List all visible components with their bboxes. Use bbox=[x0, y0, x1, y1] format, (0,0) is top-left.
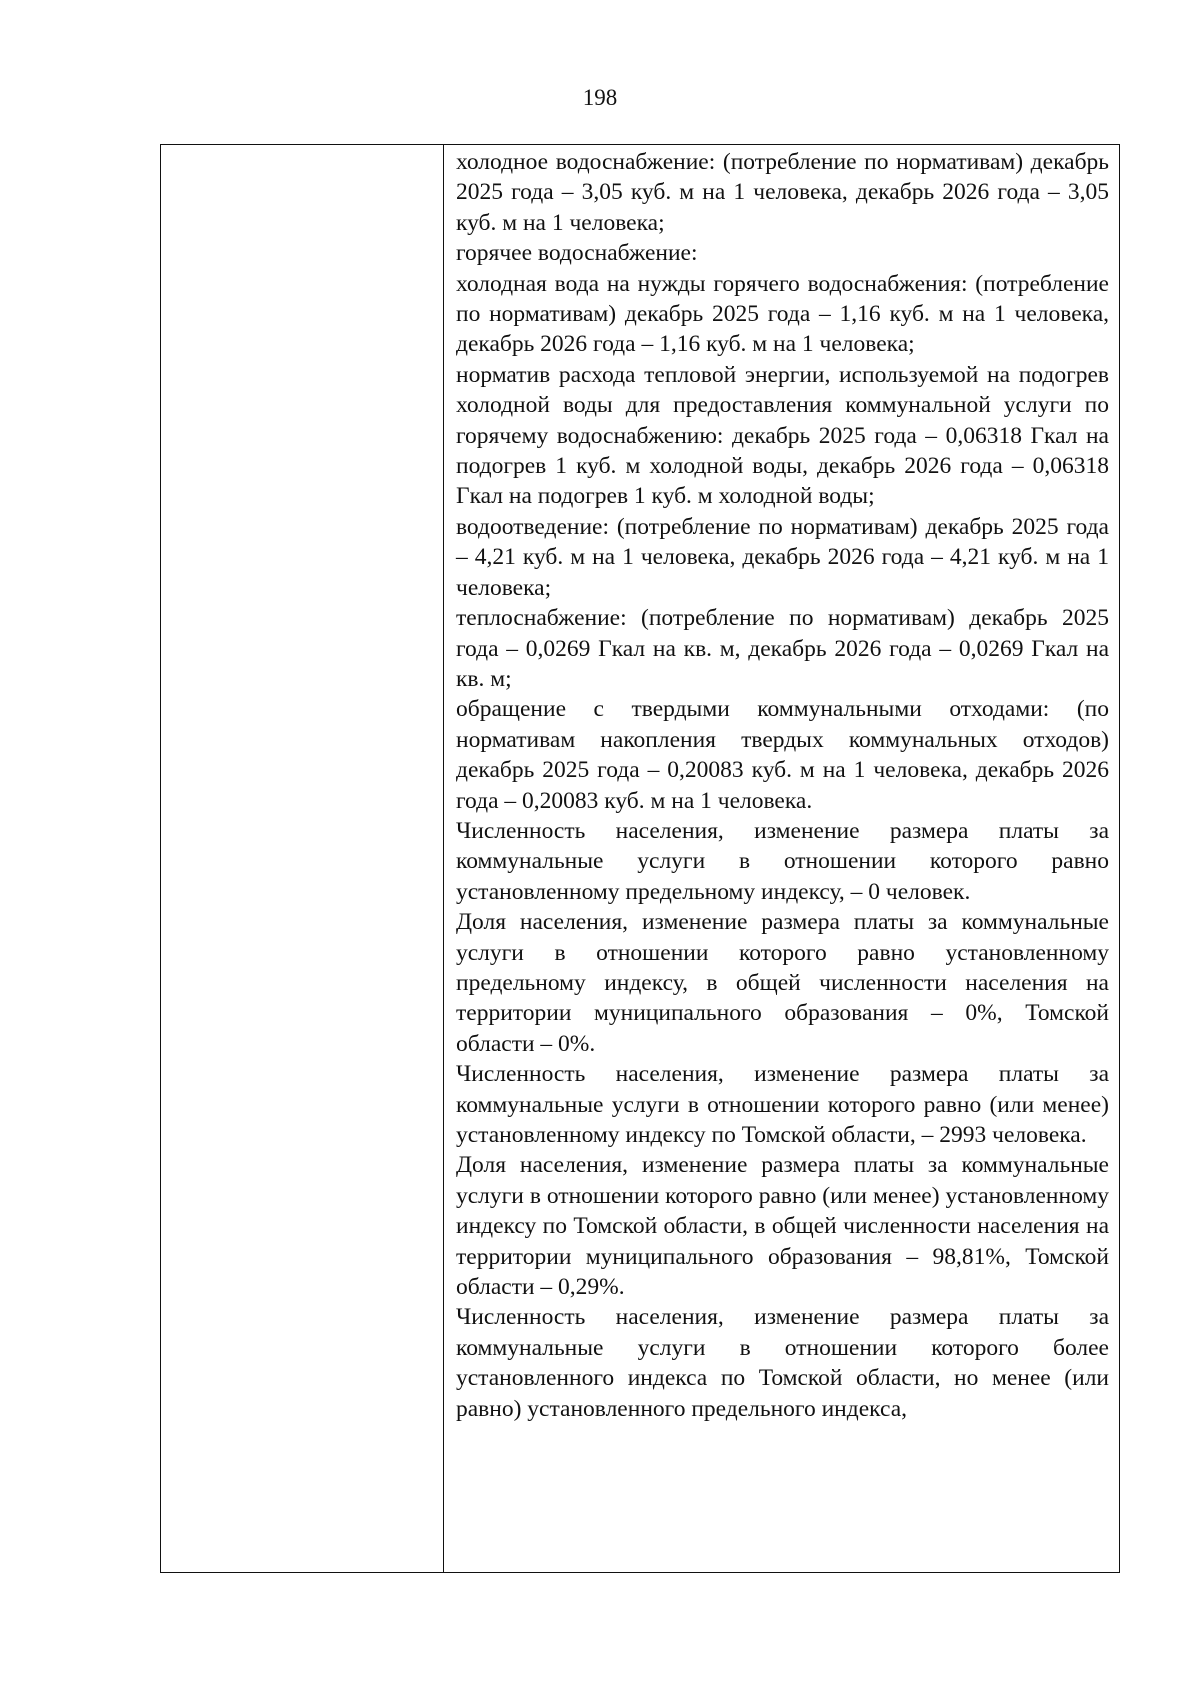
table-row bbox=[161, 145, 1120, 1573]
table-cell-right bbox=[444, 145, 1120, 1573]
paragraph-cold-water: холодное водоснабжение: (потребление по нормативам) декабрь 2025 года – 3,05 куб. м на 1 человека, декабрь 2026 года – 3,05 куб. м на 1 человека; bbox=[456, 149, 1109, 236]
table-cell-left bbox=[161, 145, 444, 1573]
paragraph-population-equal-limit: Численность населения, изменение размера платы за коммунальные услуги в отношении которого равно установленному предельному индексу, – 0 человек. bbox=[456, 817, 1109, 905]
page-number: 198 bbox=[582, 85, 618, 110]
content-table bbox=[160, 144, 1120, 1573]
paragraph-cold-water-for-hot: холодная вода на нужды горячего водоснабжения: (потребление по нормативам) декабрь 2025 года – 1,16 куб. м на 1 человека, декабрь 2026 года – 1,16 куб. м на 1 человека; bbox=[456, 270, 1109, 358]
paragraph-population-above-index: Численность населения, изменение размера платы за коммунальные услуги в отношении которого более установленного индекса по Томской области, но менее (или равно) установленного предельного индекса, bbox=[456, 1304, 1109, 1422]
paragraph-hot-water-heading: горячее водоснабжение: bbox=[456, 240, 698, 267]
paragraph-population-below-index: Численность населения, изменение размера платы за коммунальные услуги в отношении которого равно (или менее) установленному индексу по Томской области, – 2993 человека. bbox=[456, 1061, 1109, 1148]
paragraph-waste: обращение с твердыми коммунальными отходами: (по нормативам накопления твердых коммунальных отходов) декабрь 2025 года – 0,20083 куб. м на 1 человека, декабрь 2026 года – 0,20083 куб. м на 1 человека. bbox=[456, 696, 1109, 814]
paragraph-sewerage: водоотведение: (потребление по нормативам) декабрь 2025 года – 4,21 куб. м на 1 человека, декабрь 2026 года – 4,21 куб. м на 1 человека; bbox=[456, 513, 1109, 601]
paragraph-share-equal-limit: Доля населения, изменение размера платы за коммунальные услуги в отношении которого равно установленному предельному индексу, в общей численности населения на территории муниципального образования – 0%, Томской области – 0%. bbox=[456, 909, 1109, 1057]
paragraph-heating: теплоснабжение: (потребление по нормативам) декабрь 2025 года – 0,0269 Гкал на кв. м, декабрь 2026 года – 0,0269 Гкал на кв. м; bbox=[456, 605, 1109, 692]
paragraph-share-below-index: Доля населения, изменение размера платы за коммунальные услуги в отношении которого равно (или менее) установленному индексу по Томской области, в общей численности населения на территории муниципального образования – 98,81%, Томской области – 0,29%. bbox=[456, 1152, 1109, 1301]
paragraph-heat-norm: норматив расхода тепловой энергии, используемой на подогрев холодной воды для предоставления коммунальной услуги по горячему водоснабжению: декабрь 2025 года – 0,06318 Гкал на подогрев 1 куб. м холодной воды, декабрь 2026 года – 0,06318 Гкал на подогрев 1 куб. м холодной воды; bbox=[456, 361, 1109, 510]
